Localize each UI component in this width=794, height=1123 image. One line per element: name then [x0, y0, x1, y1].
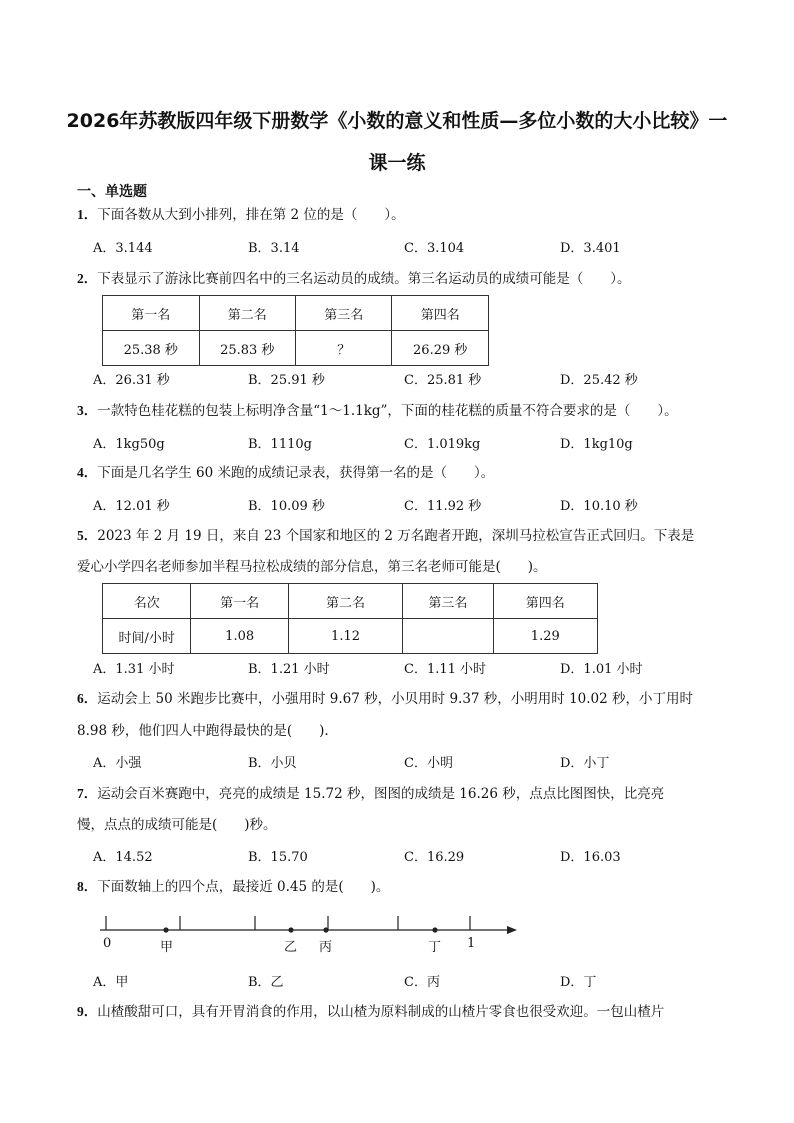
point-ding — [432, 927, 437, 932]
label-yi: 乙 — [284, 940, 298, 955]
table-header-cell: 第一名 — [191, 584, 288, 619]
option-d[interactable]: D．10.10 秒 — [560, 499, 638, 514]
question-5 — [77, 526, 727, 546]
question-number: 3． — [77, 403, 98, 418]
option-a[interactable]: A．26.31 秒 — [93, 373, 170, 388]
option-c[interactable]: C．小明 — [404, 756, 453, 771]
option-c[interactable]: C．11.92 秒 — [404, 499, 482, 514]
table-cell: 时间/小时 — [103, 619, 191, 654]
table-header-cell: 第一名 — [103, 296, 200, 331]
question-number: 8． — [77, 879, 98, 894]
option-d[interactable]: D．16.03 — [560, 850, 621, 865]
question-number: 4． — [77, 465, 98, 480]
question-2-options — [93, 369, 733, 389]
table-cell: 1.12 — [288, 619, 402, 654]
option-c[interactable]: C．16.29 — [404, 850, 465, 865]
question-3-options — [93, 433, 733, 453]
option-d[interactable]: D．3.401 — [560, 241, 621, 256]
question-4-options — [93, 495, 733, 515]
option-b[interactable]: B．乙 — [248, 975, 284, 990]
question-number: 1． — [77, 207, 98, 222]
question-number: 7． — [77, 786, 98, 801]
point-yi — [288, 927, 293, 932]
question-1-options — [93, 237, 733, 257]
label-jia: 甲 — [160, 940, 174, 955]
table-header-cell: 第三名 — [296, 296, 392, 331]
question-text: 山楂酸甜可口，具有开胃消食的作用，以山楂为原料制成的山楂片零食也很受欢迎。一包山楂片 — [97, 1004, 665, 1020]
option-c[interactable]: C．25.81 秒 — [404, 373, 482, 388]
table-cell: 25.83 秒 — [199, 331, 296, 366]
option-b[interactable]: B．1.21 小时 — [248, 662, 330, 677]
table-header-cell: 第二名 — [288, 584, 402, 619]
option-b[interactable]: B．3.14 — [248, 241, 300, 256]
table-cell — [403, 619, 493, 654]
document-title-line-2: 课一练 — [368, 152, 426, 174]
option-b[interactable]: B．10.09 秒 — [248, 499, 325, 514]
option-a[interactable]: A．12.01 秒 — [93, 499, 170, 514]
question-2-table — [102, 295, 489, 366]
number-line-arrow — [507, 926, 517, 934]
question-text: 下面是几名学生 60 米跑的成绩记录表，获得第一名的是（ ）。 — [97, 465, 495, 481]
option-a[interactable]: A．甲 — [93, 975, 129, 990]
question-5-table — [102, 583, 598, 654]
question-text: 运动会百米赛跑中，亮亮的成绩是 15.72 秒，图图的成绩是 16.26 秒，点点比图图快，比亮亮 — [97, 786, 665, 802]
question-number: 5． — [77, 528, 98, 543]
question-text: 运动会上 50 米跑步比赛中，小强用时 9.67 秒，小贝用时 9.37 秒，小明用时 10.02 秒，小丁用时 — [97, 691, 694, 707]
section-heading: 一、单选题 — [77, 184, 147, 200]
question-3 — [77, 401, 727, 421]
table-header-cell: 第四名 — [493, 584, 597, 619]
question-4 — [77, 463, 727, 483]
option-d[interactable]: D．小丁 — [560, 756, 610, 771]
option-d[interactable]: D．25.42 秒 — [560, 373, 638, 388]
table-cell: 25.38 秒 — [103, 331, 200, 366]
table-cell: ？ — [296, 331, 392, 366]
question-9 — [77, 1002, 727, 1022]
option-b[interactable]: B．15.70 — [248, 850, 308, 865]
option-d[interactable]: D．1kg10g — [560, 437, 633, 452]
table-header-cell: 第二名 — [199, 296, 296, 331]
option-c[interactable]: C．3.104 — [404, 241, 465, 256]
option-a[interactable]: A．小强 — [93, 756, 142, 771]
table-header-cell: 第三名 — [403, 584, 493, 619]
table-cell: 1.08 — [191, 619, 288, 654]
option-c[interactable]: C．1.019kg — [404, 437, 481, 452]
question-6-continued: 8.98 秒，他们四人中跑得最快的是( ). — [77, 723, 329, 739]
option-b[interactable]: B．1110g — [248, 437, 312, 452]
question-1 — [77, 205, 727, 225]
option-a[interactable]: A．1.31 小时 — [93, 662, 175, 677]
point-bing — [323, 927, 328, 932]
question-5-options — [93, 658, 733, 678]
question-7 — [77, 784, 727, 804]
document-title-line-1: 2026年苏教版四年级下册数学《小数的意义和性质—多位小数的大小比较》一 — [66, 110, 728, 132]
option-c[interactable]: C．丙 — [404, 975, 440, 990]
table-cell: 1.29 — [493, 619, 597, 654]
option-c[interactable]: C．1.11 小时 — [404, 662, 487, 677]
question-5-continued: 爱心小学四名老师参加半程马拉松成绩的部分信息，第三名老师可能是( )。 — [77, 559, 547, 575]
question-text: 2023 年 2 月 19 日，来自 23 个国家和地区的 2 万名跑者开跑，深圳马拉松宣告正式回归。下表是 — [97, 528, 695, 544]
option-b[interactable]: B．25.91 秒 — [248, 373, 325, 388]
question-6-options — [93, 752, 733, 772]
question-number: 6． — [77, 691, 98, 706]
question-number: 9． — [77, 1004, 98, 1019]
label-ding: 丁 — [428, 940, 442, 955]
option-d[interactable]: D．1.01 小时 — [560, 662, 643, 677]
table-cell: 26.29 秒 — [392, 331, 489, 366]
label-one: 1 — [467, 936, 476, 951]
question-text: 下面各数从大到小排列，排在第 2 位的是（ ）。 — [97, 207, 405, 223]
question-text: 下表显示了游泳比赛前四名中的三名运动员的成绩。第三名运动员的成绩可能是（ ）。 — [97, 271, 631, 287]
option-a[interactable]: A．14.52 — [93, 850, 153, 865]
label-zero: 0 — [103, 936, 112, 951]
question-text: 一款特色桂花糕的包装上标明净含量“1～1.1kg”，下面的桂花糕的质量不符合要求的是（ ）。 — [97, 403, 678, 419]
option-a[interactable]: A．3.144 — [93, 241, 153, 256]
question-8 — [77, 877, 727, 897]
question-text: 下面数轴上的四个点，最接近 0.45 的是( )。 — [97, 879, 390, 895]
question-6 — [77, 689, 727, 709]
label-bing: 丙 — [319, 940, 333, 955]
option-a[interactable]: A．1kg50g — [93, 437, 165, 452]
option-d[interactable]: D．丁 — [560, 975, 597, 990]
question-7-continued: 慢，点点的成绩可能是( )秒。 — [77, 817, 277, 833]
question-8-options — [93, 971, 733, 991]
number-line — [95, 910, 525, 936]
option-b[interactable]: B．小贝 — [248, 756, 297, 771]
point-jia — [163, 927, 168, 932]
table-header-cell: 名次 — [103, 584, 191, 619]
question-7-options — [93, 846, 733, 866]
table-header-cell: 第四名 — [392, 296, 489, 331]
question-number: 2． — [77, 271, 98, 286]
question-2 — [77, 269, 727, 289]
